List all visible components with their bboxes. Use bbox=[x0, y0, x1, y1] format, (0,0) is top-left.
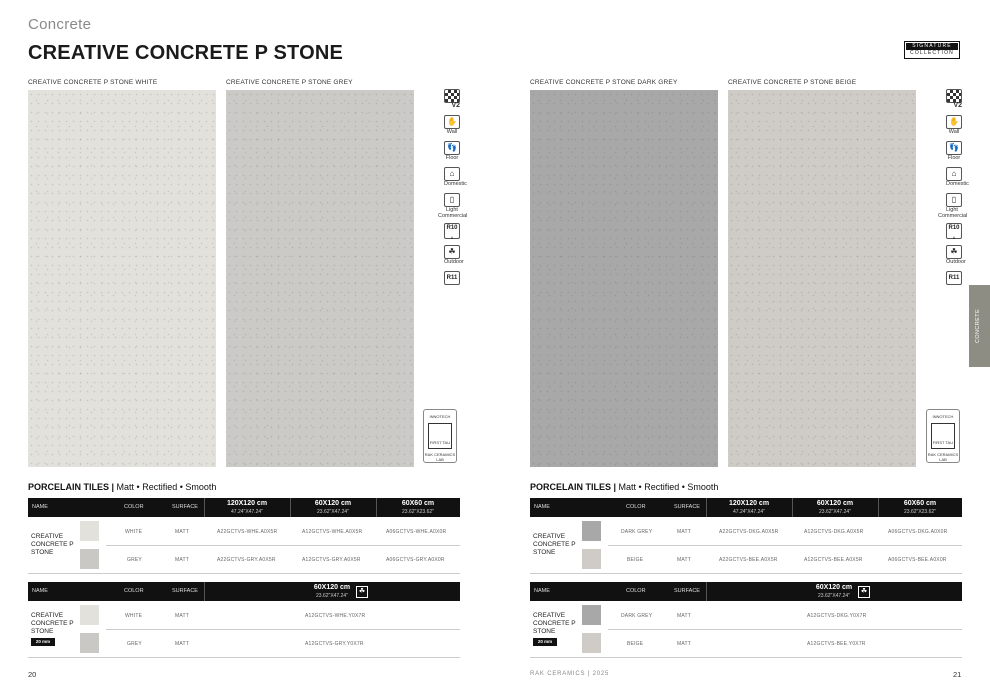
pattern-icon bbox=[444, 89, 460, 103]
innotech-logo-icon bbox=[428, 423, 452, 449]
wall-label: Wall bbox=[446, 129, 458, 135]
size-inches: 23.62"X23.62" bbox=[904, 509, 936, 515]
cell-code: A12GCTVS-GRY.Y0X7R bbox=[305, 641, 364, 647]
col-size-120x120 bbox=[706, 500, 792, 516]
badge-line1: SIGNATURE bbox=[906, 43, 958, 50]
v2-label: V2 bbox=[451, 102, 460, 109]
col-color: COLOR bbox=[626, 588, 646, 594]
cell-code: A06GCTVS-GRY.A0X0R bbox=[386, 557, 445, 563]
innotech-badge-right bbox=[926, 409, 960, 463]
thickness-20mm-badge: 20 mm bbox=[31, 638, 55, 646]
size-text: 60X120 cm bbox=[816, 500, 854, 507]
col-size-120x120 bbox=[204, 500, 290, 516]
r10-sub: A bbox=[952, 235, 956, 240]
color-chip-dark-grey bbox=[582, 521, 601, 541]
col-surface: SURFACE bbox=[674, 504, 700, 510]
product-name-right-1: CREATIVE CONCRETE P STONE bbox=[533, 533, 576, 556]
innotech-top: INNOTECH bbox=[932, 414, 954, 419]
cell-code: A22GCTVS-DKG.A0X5R bbox=[719, 529, 779, 535]
section-heading-right: PORCELAIN TILES | Matt • Rectified • Smooth bbox=[530, 482, 719, 492]
section-subtitle: Matt • Rectified • Smooth bbox=[618, 482, 719, 492]
swatch-grey bbox=[226, 90, 414, 467]
v2-label: V2 bbox=[953, 102, 962, 109]
domestic-icon: ⌂ bbox=[444, 167, 460, 181]
thickness-20mm-badge: 20 mm bbox=[533, 638, 557, 646]
product-name-left-1: CREATIVE CONCRETE P STONE bbox=[31, 533, 74, 556]
r10-icon bbox=[444, 223, 460, 239]
col-color: COLOR bbox=[124, 504, 144, 510]
size-inches: 23.62"X47.24" bbox=[818, 593, 850, 599]
cell-surface: MATT bbox=[677, 529, 692, 535]
cell-color: GREY bbox=[127, 557, 142, 563]
r10-sub: A bbox=[450, 235, 454, 240]
page-number-left: 20 bbox=[28, 670, 37, 679]
size-text: 60X120 cm bbox=[313, 584, 351, 591]
cell-color: DARK GREY bbox=[621, 613, 653, 619]
cell-color: WHITE bbox=[125, 613, 143, 619]
size-inches: 23.62"X47.24" bbox=[316, 593, 348, 599]
col-color: COLOR bbox=[124, 588, 144, 594]
col-name: NAME bbox=[534, 504, 550, 510]
size-inches: 23.62"X47.24" bbox=[819, 509, 851, 515]
section-title: PORCELAIN TILES bbox=[530, 482, 612, 492]
cell-surface: MATT bbox=[677, 557, 692, 563]
col-size-60x120 bbox=[706, 584, 962, 600]
section-subtitle: Matt • Rectified • Smooth bbox=[116, 482, 217, 492]
row-divider bbox=[608, 629, 962, 630]
size-text: 60X60 cm bbox=[903, 500, 937, 507]
table-bottom bbox=[530, 573, 962, 574]
col-size-60x120 bbox=[204, 584, 460, 600]
r11-icon: R11 bbox=[444, 271, 460, 285]
cell-code: A12GCTVS-WHE.Y0X7R bbox=[305, 613, 366, 619]
cell-code: A12GCTVS-DKG.A0X5R bbox=[804, 529, 864, 535]
cell-code: A22GCTVS-BEE.A0X5R bbox=[719, 557, 778, 563]
col-size-60x120 bbox=[290, 500, 376, 516]
col-surface: SURFACE bbox=[172, 588, 198, 594]
col-name: NAME bbox=[32, 504, 48, 510]
cell-code: A22GCTVS-GRY.A0X5R bbox=[217, 557, 276, 563]
outdoor-label: Outdoor bbox=[444, 259, 464, 265]
product-label-grey: CREATIVE CONCRETE P STONE GREY bbox=[226, 79, 353, 86]
product-name-left-2: CREATIVE CONCRETE P STONE bbox=[31, 612, 74, 635]
color-chip-beige bbox=[582, 549, 601, 569]
outdoor-icon: ☘ bbox=[858, 586, 870, 598]
cell-surface: MATT bbox=[175, 557, 190, 563]
cell-color: BEIGE bbox=[627, 641, 644, 647]
cell-code: A06GCTVS-DKG.A0X0R bbox=[888, 529, 948, 535]
light-commercial-icon: ▯ bbox=[946, 193, 962, 207]
page-title: CREATIVE CONCRETE P STONE bbox=[28, 42, 344, 64]
size-text: 120X120 cm bbox=[226, 500, 268, 507]
col-surface: SURFACE bbox=[172, 504, 198, 510]
color-chip-beige bbox=[582, 633, 601, 653]
cell-surface: MATT bbox=[175, 641, 190, 647]
footer-brand: RAK CERAMICS | 2025 bbox=[530, 671, 610, 677]
table-header-left-2 bbox=[28, 582, 460, 601]
side-tab-label: CONCRETE bbox=[975, 308, 981, 343]
color-chip-dark-grey bbox=[582, 605, 601, 625]
section-heading-left: PORCELAIN TILES | Matt • Rectified • Smooth bbox=[28, 482, 217, 492]
r10-text: R10 bbox=[446, 225, 458, 231]
page-number-right: 21 bbox=[953, 670, 962, 679]
swatch-beige bbox=[728, 90, 916, 467]
domestic-icon: ⌂ bbox=[946, 167, 962, 181]
col-size-60x120 bbox=[792, 500, 878, 516]
col-color: COLOR bbox=[626, 504, 646, 510]
light-commercial-label: Light Commercial bbox=[438, 207, 468, 219]
table-bottom bbox=[28, 657, 460, 658]
category-kicker: Concrete bbox=[28, 16, 92, 33]
innotech-logo-icon bbox=[931, 423, 955, 449]
row-divider bbox=[106, 629, 460, 630]
outdoor-icon: ☘ bbox=[444, 245, 460, 259]
domestic-label: Domestic bbox=[444, 181, 467, 187]
product-label-beige: CREATIVE CONCRETE P STONE BEIGE bbox=[728, 79, 857, 86]
domestic-label: Domestic bbox=[946, 181, 969, 187]
floor-label: Floor bbox=[947, 155, 961, 161]
r10-text: R10 bbox=[948, 225, 960, 231]
size-text: 60X60 cm bbox=[401, 500, 435, 507]
cell-surface: MATT bbox=[175, 529, 190, 535]
cell-code: A06GCTVS-BEE.A0X0R bbox=[888, 557, 947, 563]
cell-color: BEIGE bbox=[627, 557, 644, 563]
side-tab-concrete[interactable] bbox=[969, 285, 990, 367]
col-size-60x60 bbox=[878, 500, 962, 516]
floor-icon: 👣 bbox=[444, 141, 460, 155]
icon-column-right bbox=[938, 89, 969, 285]
row-divider bbox=[608, 545, 962, 546]
cell-surface: MATT bbox=[677, 641, 692, 647]
outdoor-icon: ☘ bbox=[356, 586, 368, 598]
size-text: 120X120 cm bbox=[728, 500, 770, 507]
cell-code: A12GCTVS-BEE.A0X5R bbox=[804, 557, 863, 563]
floor-label: Floor bbox=[445, 155, 459, 161]
color-chip-grey bbox=[80, 549, 99, 569]
size-inches: 47.24"X47.24" bbox=[231, 509, 263, 515]
cell-code: A12GCTVS-WHE.A0X5R bbox=[302, 529, 363, 535]
section-title: PORCELAIN TILES bbox=[28, 482, 110, 492]
col-name: NAME bbox=[534, 588, 550, 594]
innotech-mid: FIRST TAU bbox=[429, 440, 451, 445]
product-label-white: CREATIVE CONCRETE P STONE WHITE bbox=[28, 79, 158, 86]
size-text: 60X120 cm bbox=[314, 500, 352, 507]
cell-code: A22GCTVS-WHE.A0X5R bbox=[217, 529, 278, 535]
table-header-left-1 bbox=[28, 498, 460, 517]
pattern-icon bbox=[946, 89, 962, 103]
table-bottom bbox=[28, 573, 460, 574]
swatch-white bbox=[28, 90, 216, 467]
signature-collection-badge bbox=[904, 41, 960, 59]
badge-line2: COLLECTION bbox=[910, 50, 954, 56]
color-chip-white bbox=[80, 521, 99, 541]
cell-color: WHITE bbox=[125, 529, 143, 535]
cell-color: DARK GREY bbox=[621, 529, 653, 535]
col-surface: SURFACE bbox=[674, 588, 700, 594]
size-inches: 23.62"X23.62" bbox=[402, 509, 434, 515]
cell-code: A06GCTVS-WHE.A0X0R bbox=[386, 529, 447, 535]
table-header-right-2 bbox=[530, 582, 962, 601]
innotech-badge-left bbox=[423, 409, 457, 463]
table-bottom bbox=[530, 657, 962, 658]
cell-code: A12GCTVS-DKG.Y0X7R bbox=[807, 613, 867, 619]
light-commercial-icon: ▯ bbox=[444, 193, 460, 207]
row-divider bbox=[106, 545, 460, 546]
table-header-right-1 bbox=[530, 498, 962, 517]
light-commercial-label: Light Commercial bbox=[938, 207, 968, 219]
innotech-bottom: RAK CERAMICS LAB bbox=[424, 452, 456, 462]
color-chip-white bbox=[80, 605, 99, 625]
cell-surface: MATT bbox=[677, 613, 692, 619]
r11-icon: R11 bbox=[946, 271, 962, 285]
r10-icon bbox=[946, 223, 962, 239]
innotech-bottom: RAK CERAMICS LAB bbox=[927, 452, 959, 462]
cell-surface: MATT bbox=[175, 613, 190, 619]
floor-icon: 👣 bbox=[946, 141, 962, 155]
innotech-mid: FIRST TAU bbox=[932, 440, 954, 445]
size-inches: 47.24"X47.24" bbox=[733, 509, 765, 515]
wall-icon: ✋ bbox=[444, 115, 460, 129]
color-chip-grey bbox=[80, 633, 99, 653]
product-name-right-2: CREATIVE CONCRETE P STONE bbox=[533, 612, 576, 635]
outdoor-icon: ☘ bbox=[946, 245, 962, 259]
icon-column-left bbox=[438, 89, 468, 285]
col-name: NAME bbox=[32, 588, 48, 594]
innotech-top: INNOTECH bbox=[429, 414, 451, 419]
col-size-60x60 bbox=[376, 500, 460, 516]
swatch-dark-grey bbox=[530, 90, 718, 467]
cell-code: A12GCTVS-BEE.Y0X7R bbox=[807, 641, 866, 647]
wall-label: Wall bbox=[948, 129, 960, 135]
outdoor-label: Outdoor bbox=[946, 259, 966, 265]
cell-code: A12GCTVS-GRY.A0X5R bbox=[302, 557, 361, 563]
size-inches: 23.62"X47.24" bbox=[317, 509, 349, 515]
size-text: 60X120 cm bbox=[815, 584, 853, 591]
product-label-dark-grey: CREATIVE CONCRETE P STONE DARK GREY bbox=[530, 79, 678, 86]
cell-color: GREY bbox=[127, 641, 142, 647]
wall-icon: ✋ bbox=[946, 115, 962, 129]
